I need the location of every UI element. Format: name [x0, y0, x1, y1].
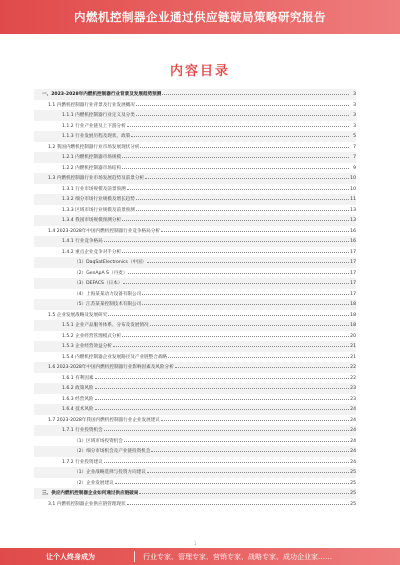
toc-entry[interactable]: [34, 205, 356, 216]
toc-entry-page: 3: [353, 123, 356, 129]
toc-leader-dots: [175, 362, 349, 368]
toc-entry[interactable]: [34, 478, 356, 489]
toc-entry-title: 1.5.4 内燃机控制器企业发展路径及产业链整合战略: [62, 354, 168, 360]
toc-leader-dots: [95, 404, 349, 410]
toc-entry-page: 3: [353, 113, 356, 118]
toc-leader-dots: [104, 457, 349, 463]
toc-entry-title: 1.5.1 企业产品服务体系、分布及发展情况: [62, 323, 149, 328]
toc-entry-page: 24: [350, 407, 356, 412]
toc-entry-page: 24: [350, 449, 356, 454]
toc-entry-page: 13: [350, 207, 356, 213]
toc-entry[interactable]: [34, 131, 356, 142]
toc-entry-title: 1.7.1 行业投资机会: [62, 428, 103, 433]
toc-entry-title: 1.6.2 政策风险: [62, 386, 94, 391]
toc-entry-page: 24: [350, 459, 356, 465]
toc-entry[interactable]: [34, 341, 356, 352]
toc-entry-page: 11: [350, 197, 356, 202]
toc-entry-title: 1.3.1 行业市场规模及前景预测: [62, 186, 126, 192]
toc-entry-page: 25: [350, 470, 356, 475]
toc-entry-page: 17: [350, 260, 356, 265]
toc-entry-title: （2）企业发展建议: [74, 480, 114, 486]
toc-entry-page: 17: [350, 270, 356, 276]
toc-leader-dots: [142, 299, 349, 305]
toc-entry-title: 1.2 我国内燃机控制器行业市场发展现状分析: [48, 144, 140, 150]
toc-leader-dots: [95, 383, 349, 389]
toc-leader-dots: [136, 100, 349, 106]
toc-leader-dots: [136, 205, 349, 211]
toc-leader-dots: [127, 184, 349, 190]
toc-entry-page: 21: [350, 344, 356, 349]
toc-entry[interactable]: [34, 215, 356, 226]
toc-leader-dots: [161, 415, 349, 421]
toc-entry[interactable]: [34, 289, 356, 300]
toc-leader-dots: [104, 236, 349, 242]
toc-leader-dots: [147, 467, 349, 473]
toc-entry-title: 1.4 2023-2028年中国内燃机控制器行业竞争格局分析: [48, 228, 160, 234]
toc-entry[interactable]: [34, 121, 356, 132]
toc-entry[interactable]: [34, 152, 356, 163]
toc-leader-dots: [139, 488, 349, 494]
toc-entry-title: （1）DaqSatElectronics（中国）: [74, 260, 147, 265]
toc-entry-page: 25: [350, 491, 356, 496]
toc-entry[interactable]: [34, 268, 356, 279]
toc-leader-dots: [122, 215, 349, 221]
toc-entry-title: 1.1.1 内燃机控制器行业定义及分类: [62, 113, 135, 118]
toc-entry-page: 5: [353, 134, 356, 139]
toc-entry-page: 23: [350, 396, 356, 402]
toc-entry-title: 1.6 2023-2028年中国内燃机控制器行业影响因素及风险分析: [48, 365, 174, 370]
toc-entry[interactable]: [34, 499, 356, 510]
toc-entry[interactable]: [34, 257, 356, 268]
toc-entry[interactable]: [34, 226, 356, 237]
toc-leader-dots: [95, 373, 349, 379]
toc-entry[interactable]: [34, 163, 356, 174]
toc-entry-page: 18: [350, 312, 356, 318]
page-number: 1: [194, 541, 197, 546]
toc-entry[interactable]: [34, 373, 356, 384]
toc-entry[interactable]: [34, 394, 356, 405]
toc-entry-page: 3: [353, 92, 356, 97]
toc-entry[interactable]: [34, 415, 356, 426]
toc-entry-page: 22: [350, 365, 356, 370]
toc-entry-title: 1.6.3 经营风险: [62, 396, 94, 402]
toc-entry-title: 1.1.3 行业发展历程及现状、政策: [62, 134, 131, 139]
toc-leader-dots: [104, 425, 349, 431]
toc-entry[interactable]: [34, 404, 356, 415]
toc-entry[interactable]: [34, 425, 356, 436]
toc-entry[interactable]: [34, 362, 356, 373]
toc-entry-page: 10: [350, 176, 356, 181]
toc-entry-title: 1.3.4 我国市场规模预测分析: [62, 218, 122, 223]
toc-entry-title: 1.4.2 重点企业竞争对手分析: [62, 249, 122, 255]
toc-leader-dots: [151, 446, 349, 452]
toc-entry-page: 25: [350, 480, 356, 486]
toc-entry-title: 1.5 企业发展战略及发展研究: [48, 312, 108, 318]
toc-leader-dots: [123, 278, 349, 284]
toc-leader-dots: [131, 131, 349, 137]
toc-entry-page: 24: [350, 428, 356, 433]
toc-entry-page: 17: [350, 249, 356, 255]
toc-entry-title: （3）DEFACS（日本）: [74, 281, 123, 286]
toc-entry-title: 一、2023-2028年内燃机控制器行业背景及发展趋势预测: [42, 92, 162, 97]
toc-leader-dots: [142, 289, 349, 295]
toc-leader-dots: [147, 257, 349, 263]
toc-entry-page: 10: [350, 186, 356, 192]
toc-entry[interactable]: [34, 184, 356, 195]
toc-entry-title: 1.3.2 细分市场行业规模及增长趋势: [62, 197, 135, 202]
toc-entry-title: 1.5.3 企业经营效益分析: [62, 344, 112, 349]
toc-entry-page: 16: [350, 228, 356, 234]
toc-entry-title: 1.6.1 有利因素: [62, 375, 94, 381]
toc-entry-title: （2）GenApA S（丹麦）: [74, 270, 128, 276]
toc-leader-dots: [162, 89, 349, 95]
toc-entry-page: 24: [350, 438, 356, 444]
report-title: 内燃机控制器企业通过供应链破局策略研究报告: [74, 10, 326, 24]
toc-leader-dots: [115, 478, 349, 484]
toc-entry-title: 1.5.2 企业经营管理模式分析: [62, 333, 122, 339]
toc-entry[interactable]: [34, 236, 356, 247]
toc-entry-title: （5）江苏某某控制技术有限公司: [74, 302, 142, 307]
toc-leader-dots: [145, 173, 349, 179]
table-of-contents: [34, 89, 356, 509]
toc-entry[interactable]: [34, 446, 356, 457]
toc-entry[interactable]: [34, 310, 356, 321]
toc-leader-dots: [127, 499, 349, 505]
toc-entry-title: 1.3 内燃机控制器行业市场发展趋势及前景分析: [48, 176, 145, 181]
footer-divider: [134, 551, 135, 562]
toc-leader-dots: [161, 226, 349, 232]
toc-entry[interactable]: [34, 457, 356, 468]
toc-leader-dots: [168, 352, 349, 358]
toc-entry-page: 20: [350, 333, 356, 339]
toc-entry-title: 1.1 内燃机控制器行业背景及行业发展概况: [48, 102, 135, 108]
toc-entry-title: 1.7 2023-2028年我国内燃机控制器行业企业发展建议: [48, 417, 160, 423]
toc-heading: 内容目录: [169, 64, 230, 79]
toc-entry-title: 1.1.2 行业产业链及上下游分析: [62, 123, 126, 129]
toc-leader-dots: [127, 121, 349, 127]
footer-slogan: 让个人终身成为: [46, 553, 95, 561]
toc-leader-dots: [128, 268, 349, 274]
toc-entry[interactable]: [34, 173, 356, 184]
header-banner: [0, 0, 400, 34]
toc-entry[interactable]: [34, 488, 356, 499]
toc-entry-page: 22: [350, 375, 356, 381]
toc-entry-page: 16: [350, 239, 356, 244]
toc-entry-title: 1.3.3 区域市场行业规模及前景预测: [62, 207, 135, 213]
toc-entry[interactable]: [34, 320, 356, 331]
footer-tagline: 行业专家、管理专家、营销专家、战略专家、成功企业家……: [143, 553, 332, 561]
toc-entry[interactable]: [34, 100, 356, 111]
toc-entry[interactable]: [34, 194, 356, 205]
toc-leader-dots: [124, 436, 349, 442]
toc-entry[interactable]: [34, 467, 356, 478]
toc-entry-title: 1.2.2 内燃机控制器市场结构: [62, 165, 122, 171]
toc-entry[interactable]: [34, 110, 356, 121]
toc-leader-dots: [122, 247, 349, 253]
toc-entry-page: 23: [350, 386, 356, 391]
toc-entry[interactable]: [34, 436, 356, 447]
toc-leader-dots: [136, 194, 349, 200]
toc-leader-dots: [140, 142, 349, 148]
footer-banner: [0, 548, 400, 565]
toc-entry-title: 1.6.4 技术风险: [62, 407, 94, 412]
toc-entry[interactable]: [34, 89, 356, 100]
toc-entry-page: 18: [350, 323, 356, 328]
toc-entry[interactable]: [34, 142, 356, 153]
toc-entry[interactable]: [34, 247, 356, 258]
toc-entry-title: 三、供应内燃机控制器企业如何通过供应链破局: [42, 491, 139, 496]
toc-entry-title: 1.7.2 行业投资建议: [62, 459, 103, 465]
toc-leader-dots: [150, 320, 349, 326]
toc-entry-page: 7: [353, 155, 356, 160]
toc-entry-page: 25: [350, 501, 356, 507]
toc-entry[interactable]: [34, 352, 356, 363]
toc-entry-page: 13: [350, 218, 356, 223]
toc-entry-page: 3: [353, 102, 356, 108]
toc-leader-dots: [122, 331, 349, 337]
toc-entry-title: （1）企业战略选择与投资方向建议: [74, 470, 146, 475]
toc-entry[interactable]: [34, 331, 356, 342]
toc-leader-dots: [122, 152, 349, 158]
toc-entry-title: 3.1 内燃机控制器企业供应链管理现状: [48, 501, 126, 507]
toc-entry-page: 7: [353, 144, 356, 150]
toc-leader-dots: [136, 110, 349, 116]
toc-entry-title: 1.4.1 行业竞争格局: [62, 239, 103, 244]
toc-entry-title: 1.2.1 内燃机控制器市场规模: [62, 155, 122, 160]
toc-leader-dots: [95, 394, 349, 400]
toc-leader-dots: [122, 163, 349, 169]
toc-entry-page: 17: [350, 281, 356, 286]
toc-leader-dots: [113, 341, 349, 347]
toc-entry[interactable]: [34, 299, 356, 310]
toc-entry[interactable]: [34, 278, 356, 289]
toc-entry-title: （1）区域市场投资机会: [74, 438, 123, 444]
toc-entry-page: 24: [350, 417, 356, 423]
toc-entry-page: 21: [350, 354, 356, 360]
toc-entry-page: 18: [350, 302, 356, 307]
toc-entry-title: （2）细分市场机会及产业链投资机会: [74, 449, 151, 454]
toc-entry[interactable]: [34, 383, 356, 394]
toc-entry-title: （4）上海某某动力设备有限公司: [74, 291, 142, 297]
toc-entry-page: 17: [350, 291, 356, 297]
toc-entry-page: 9: [353, 165, 356, 171]
toc-leader-dots: [108, 310, 349, 316]
